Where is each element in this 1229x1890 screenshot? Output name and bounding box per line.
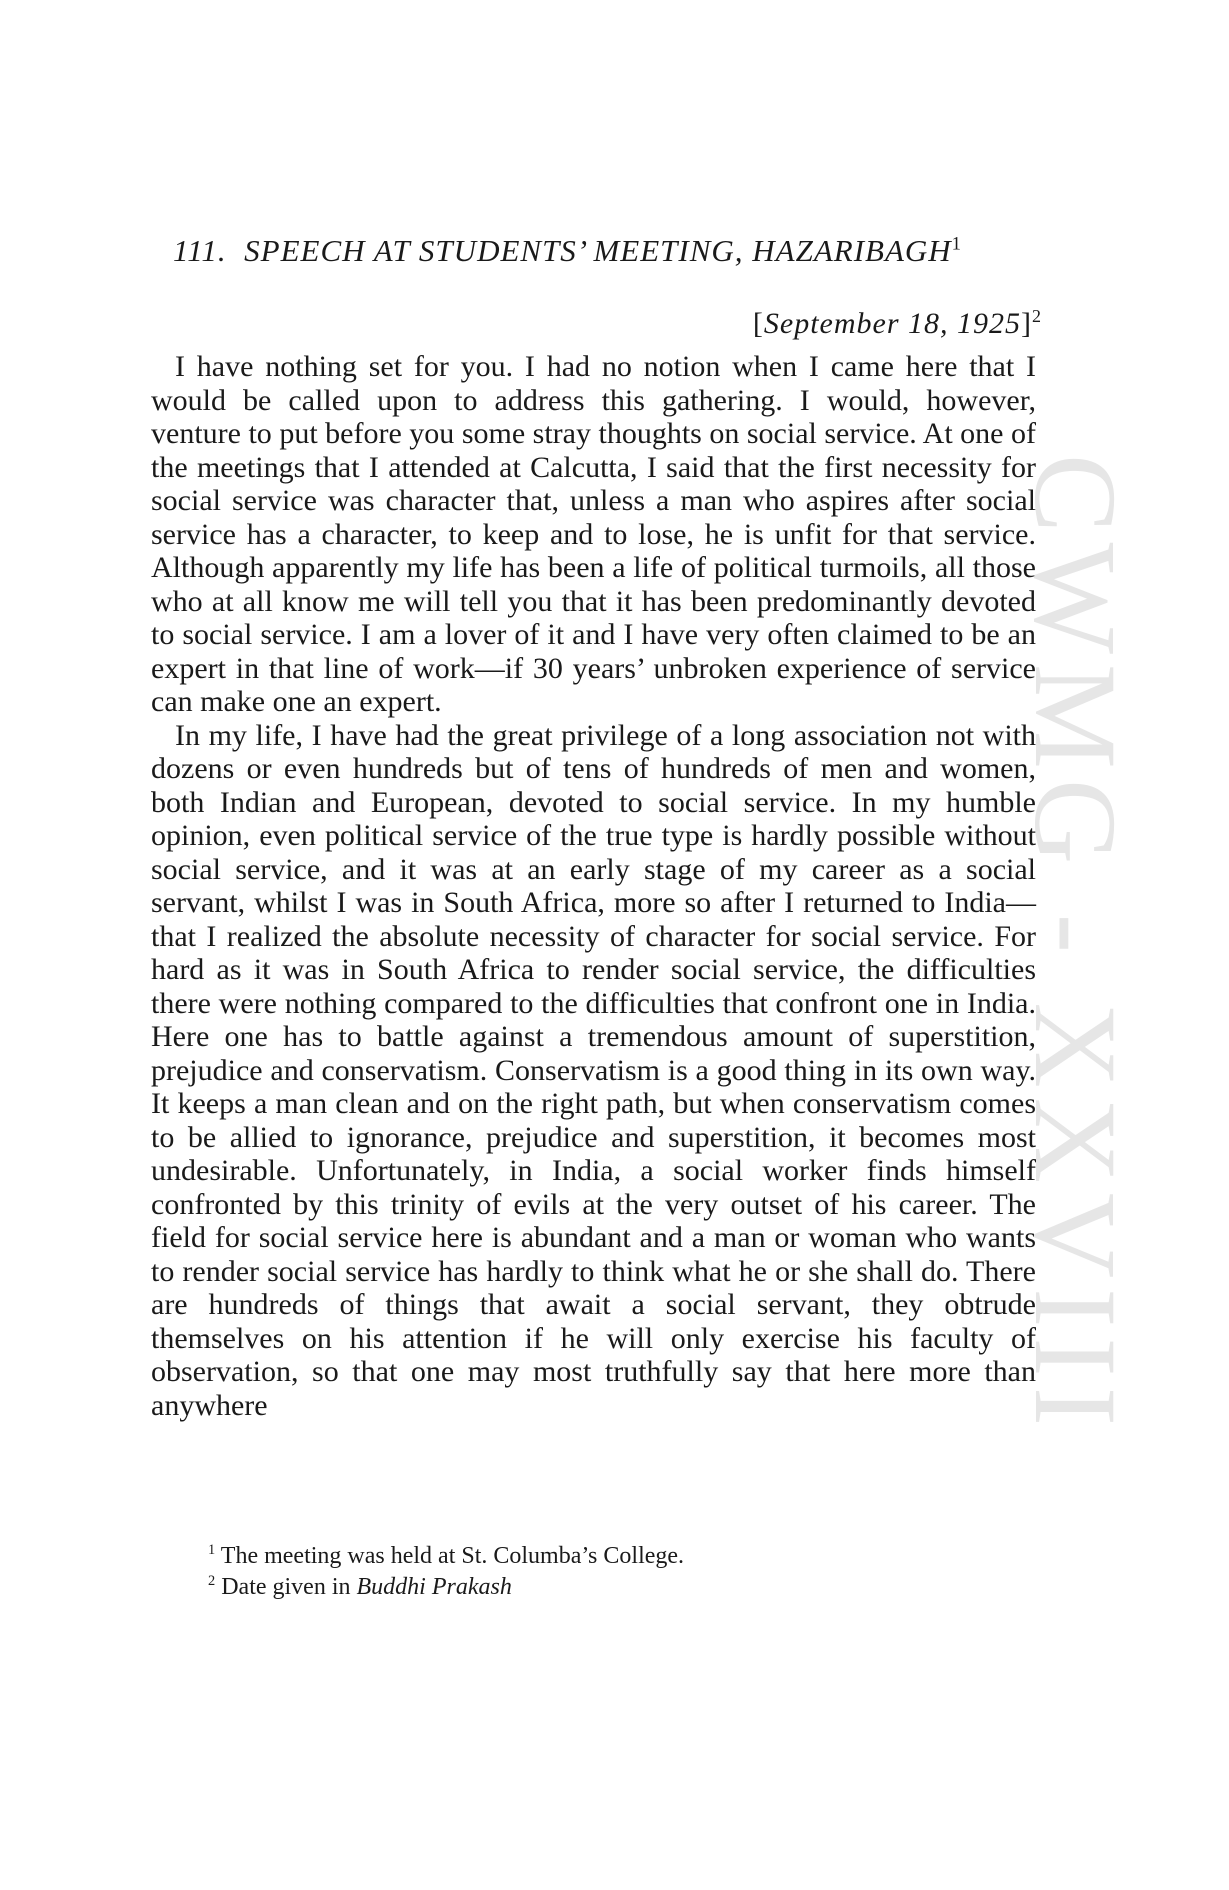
date-footnote-marker: 2 [1032, 306, 1042, 326]
footnote-marker: 1 [208, 1542, 216, 1558]
footnote-text: Date given in [221, 1574, 351, 1600]
footnote-marker: 2 [208, 1573, 216, 1589]
paragraph: I have nothing set for you. I had no notion when I came here that I would be called upon to address this gathering. I would, however, venture to put before you some stray thoughts on social service. At one of the meetings that I attended at Calcutta, I said that the first necessity for social service was character that, unless a man who aspires after social service has a character, to keep and to lose, he is unfit for that service. Although apparently my life has been a life of political turmoils, all those who at all know me will tell you that it has been predominantly devoted to social service. I am a lover of it and I have very often claimed to be an expert in that line of work—if 30 years’ unbroken experience of service can make one an expert. [151, 350, 1036, 718]
footnote-source: Buddhi Prakash [356, 1574, 512, 1600]
date-text: September 18, 1925 [763, 307, 1021, 340]
footnote [208, 1541, 684, 1572]
heading-footnote-marker: 1 [951, 233, 962, 255]
watermark-text: CWMG - XXVIII [1010, 453, 1141, 1437]
footnotes [208, 1541, 684, 1603]
section-heading [173, 233, 962, 269]
footnote [208, 1572, 684, 1603]
speech-date: [September 18, 1925]$^2$ [752, 306, 1042, 340]
paragraph: In my life, I have had the great privilege of a long association not with dozens or even hundreds but of tens of hundreds of men and women, both Indian and European, devoted to social service. In my humble opinion, even political service of the true type is hardly possible without social service, and it was at an early stage of my career as a social servant, whilst I was in South Africa, more so after I returned to India—that I realized the absolute necessity of character for social service. For hard as it was in South Africa to render social service, the difficulties there were nothing compared to the difficulties that confront one in India. Here one has to battle against a tremendous amount of superstition, prejudice and conservatism. Conservatism is a good thing in its own way. It keeps a man clean and on the right path, but when conservatism comes to be allied to ignorance, prejudice and superstition, it becomes most undesirable. Unfortunately, in India, a social worker finds himself confronted by this trinity of evils at the very outset of his career. The field for social service here is abundant and a man or woman who wants to render social service has hardly to think what he or she shall do. There are hundreds of things that await a social servant, they obtrude themselves on his attention if he will only exercise his faculty of observation, so that one may most truthfully say that here more than anywhere [151, 718, 1036, 1422]
heading-number: 111. [173, 233, 227, 268]
footnote-text: The meeting was held at St. Columba’s College. [220, 1543, 685, 1569]
heading-title: SPEECH AT STUDENTS’ MEETING, HAZARIBAGH [244, 233, 952, 268]
speech-body [151, 350, 1036, 1422]
